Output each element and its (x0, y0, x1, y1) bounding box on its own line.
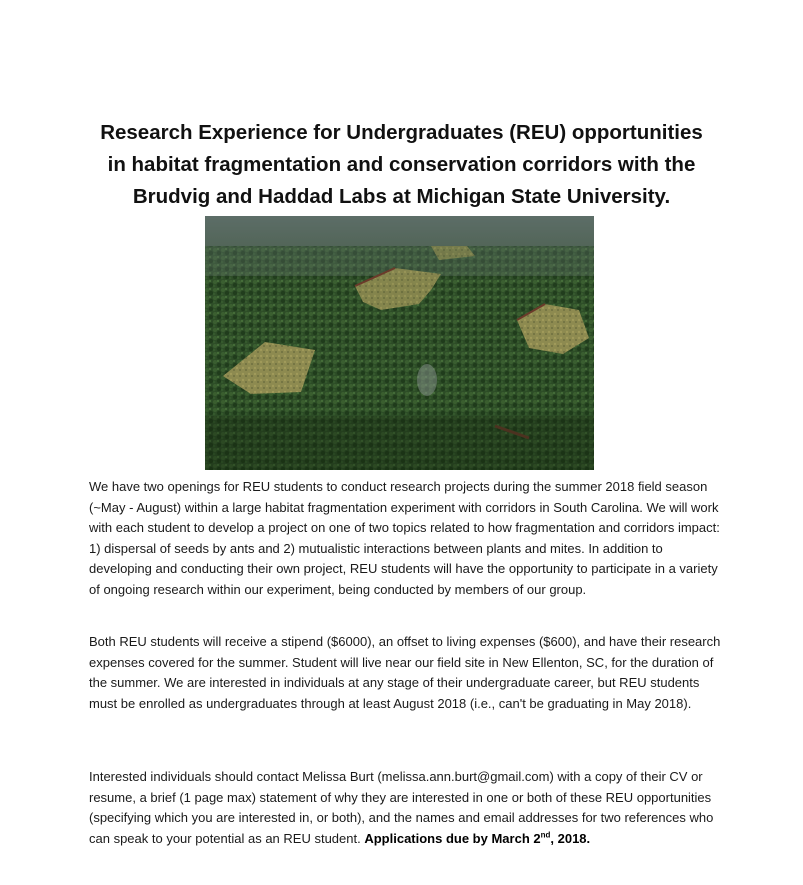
document-title (40, 117, 763, 213)
title-line-1: Research Experience for Undergraduates (REU) opportunities (100, 121, 703, 144)
title-line-3: Brudvig and Haddad Labs at Michigan State University. (132, 185, 671, 208)
application-deadline (364, 831, 590, 846)
aerial-forest-photo (205, 216, 594, 470)
deadline-superscript: nd (540, 830, 551, 840)
paragraph-contact (89, 767, 725, 849)
paragraph-stipend: Both REU students will receive a stipend ($6000), an offset to living expenses ($600), and have their research expenses covered for the summer. Student will live near our field site in New Ellenton, SC, for the duration of the summer. We are interested in individuals at any stage of their undergraduate career, but REU students must be enrolled as undergraduates through at least August 2018 (i.e., can't be graduating in May 2018). (89, 634, 721, 711)
deadline-main: Applications due by March 2 (364, 830, 541, 846)
deadline-end: , 2018. (550, 830, 591, 846)
paragraph-openings: We have two openings for REU students to conduct research projects during the summer 2018 field season (~May - August) within a large habitat fragmentation experiment with corridors in South Carolina. We will work with each student to develop a project on one of two topics related to how fragmentation and corridors impact: 1) dispersal of seeds by ants and 2) mutualistic interactions between plants and mites. In addition to developing and conducting their own project, REU students will have the opportunity to participate in a variety of ongoing research within our experiment, being conducted by members of our group. (89, 479, 720, 597)
title-line-2: in habitat fragmentation and conservation corridors with the (107, 153, 696, 176)
contact-text: Interested individuals should contact Melissa Burt (melissa.ann.burt@gmail.com) with a copy of their CV or resume, a brief (1 page max) statement of why they are interested in one or both of these REU opportunities (specifying which you are interested in, or both), and the names and email addresses for two references who can speak to your potential as an REU student. (89, 769, 714, 846)
